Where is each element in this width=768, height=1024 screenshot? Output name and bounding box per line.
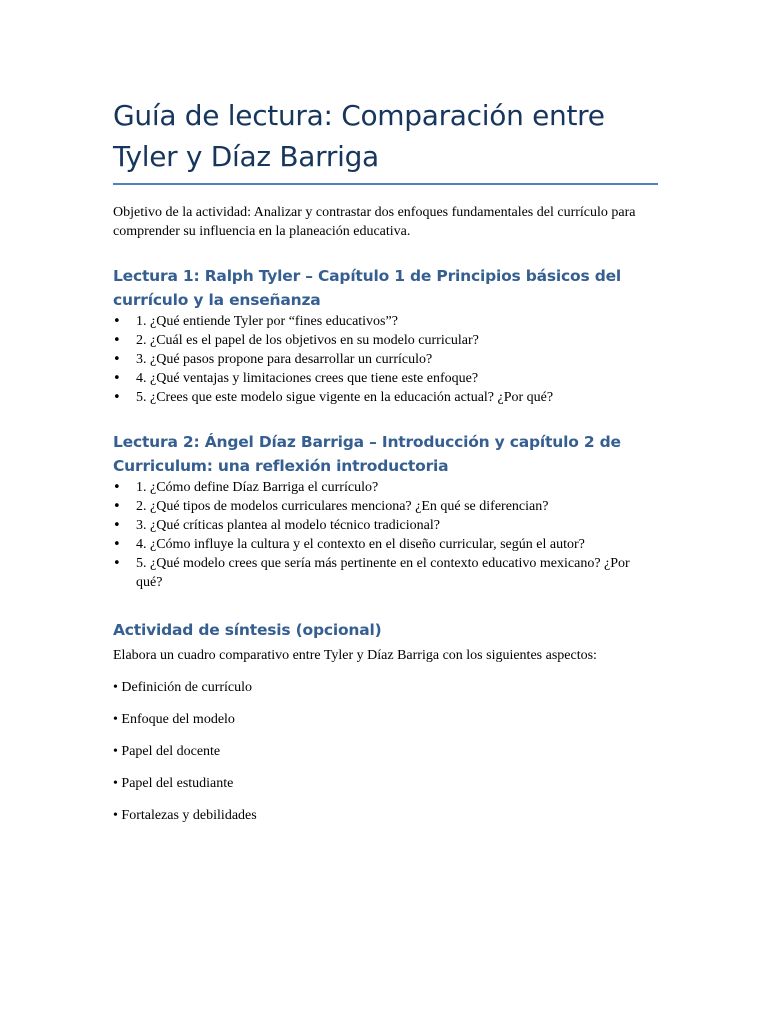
question-text: 2. ¿Cuál es el papel de los objetivos en su modelo curricular? bbox=[136, 333, 479, 348]
bullet-icon: • bbox=[113, 314, 121, 329]
activity-objective: Objetivo de la actividad: Analizar y contrastar dos enfoques fundamentales del currículo para comprender su influencia en la planeación educativa. bbox=[113, 205, 636, 239]
question-text: 5. ¿Crees que este modelo sigue vigente en la educación actual? ¿Por qué? bbox=[136, 390, 554, 405]
synthesis-aspect-5: • Fortalezas y debilidades bbox=[113, 808, 257, 823]
reading-1-question-3 bbox=[113, 350, 658, 369]
reading-1-heading: Lectura 1: Ralph Tyler – Capítulo 1 de Principios básicos del currículo y la enseñanza bbox=[113, 267, 622, 309]
reading-2-question-5 bbox=[113, 554, 658, 592]
question-text: 4. ¿Cómo influye la cultura y el contexto en el diseño curricular, según el autor? bbox=[136, 537, 585, 552]
bullet-icon: • bbox=[113, 556, 121, 571]
question-text: 1. ¿Qué entiende Tyler por “fines educativos”? bbox=[136, 314, 398, 329]
reading-2-question-1 bbox=[113, 478, 658, 497]
synthesis-aspect-4: • Papel del estudiante bbox=[113, 776, 234, 791]
bullet-icon: • bbox=[113, 390, 121, 405]
question-text: 2. ¿Qué tipos de modelos curriculares menciona? ¿En qué se diferencian? bbox=[136, 499, 549, 514]
question-text: 3. ¿Qué pasos propone para desarrollar un currículo? bbox=[136, 352, 433, 367]
bullet-icon: • bbox=[113, 480, 121, 495]
question-text: 1. ¿Cómo define Díaz Barriga el currículo? bbox=[136, 480, 379, 495]
bullet-icon: • bbox=[113, 371, 121, 386]
question-text: 5. ¿Qué modelo crees que sería más pertinente en el contexto educativo mexicano? ¿Por qué? bbox=[136, 556, 630, 590]
bullet-icon: • bbox=[113, 518, 121, 533]
document-title: Guía de lectura: Comparación entre Tyler y Díaz Barriga bbox=[113, 95, 658, 185]
bullet-icon: • bbox=[113, 537, 121, 552]
reading-2-question-2 bbox=[113, 497, 658, 516]
reading-1-question-5 bbox=[113, 388, 658, 407]
bullet-icon: • bbox=[113, 499, 121, 514]
synthesis-aspect-2: • Enfoque del modelo bbox=[113, 712, 235, 727]
reading-1-question-1 bbox=[113, 312, 658, 331]
bullet-icon: • bbox=[113, 352, 121, 367]
reading-2-question-list bbox=[113, 478, 658, 592]
synthesis-heading: Actividad de síntesis (opcional) bbox=[113, 621, 382, 639]
reading-1-question-4 bbox=[113, 369, 658, 388]
reading-2-heading: Lectura 2: Ángel Díaz Barriga – Introducción y capítulo 2 de Curriculum: una reflexión introductoria bbox=[113, 433, 621, 475]
reading-1-question-list bbox=[113, 312, 658, 407]
question-text: 4. ¿Qué ventajas y limitaciones crees que tiene este enfoque? bbox=[136, 371, 479, 386]
synthesis-aspect-3: • Papel del docente bbox=[113, 744, 221, 759]
synthesis-intro: Elabora un cuadro comparativo entre Tyler y Díaz Barriga con los siguientes aspectos: bbox=[113, 648, 597, 663]
reading-2-question-4 bbox=[113, 535, 658, 554]
reading-1-question-2 bbox=[113, 331, 658, 350]
question-text: 3. ¿Qué críticas plantea al modelo técnico tradicional? bbox=[136, 518, 440, 533]
document-content bbox=[113, 95, 658, 825]
reading-2-question-3 bbox=[113, 516, 658, 535]
synthesis-aspect-1: • Definición de currículo bbox=[113, 680, 253, 695]
bullet-icon: • bbox=[113, 333, 121, 348]
